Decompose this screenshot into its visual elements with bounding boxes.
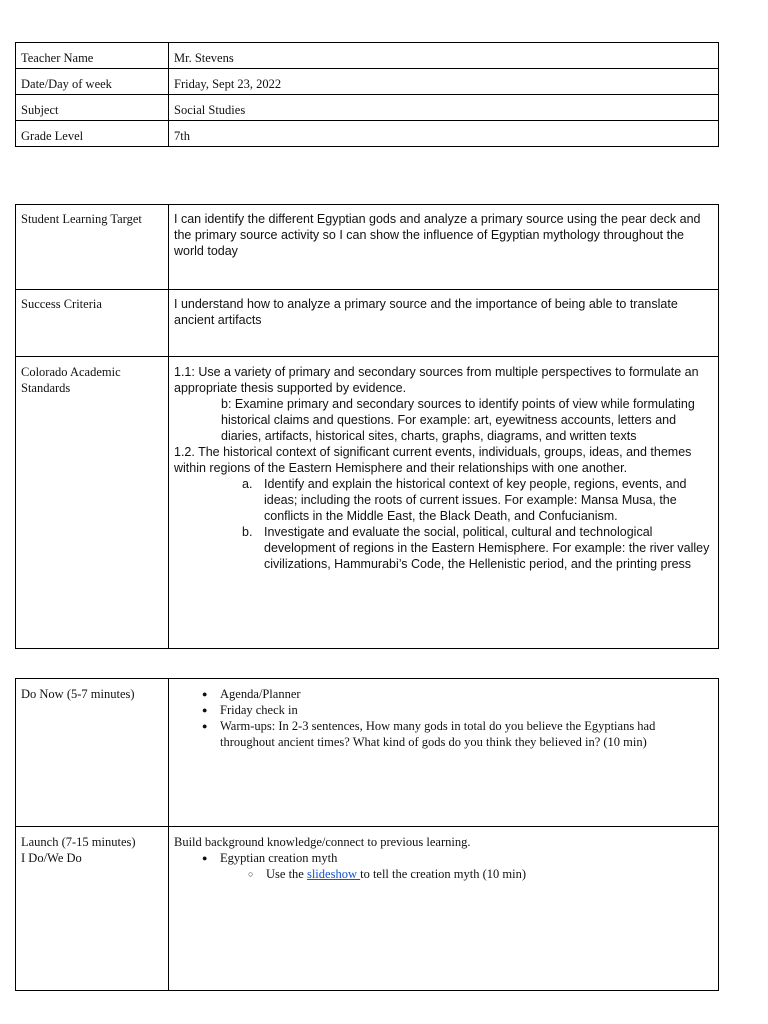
standards-label: Colorado Academic Standards: [16, 357, 169, 649]
date-label: Date/Day of week: [16, 69, 169, 95]
teacher-name-value: Mr. Stevens: [169, 43, 719, 69]
sub-text-after: to tell the creation myth (10 min): [360, 867, 527, 881]
list-item: [202, 850, 713, 882]
table-row: [16, 827, 719, 991]
standard-1-1-b: b: Examine primary and secondary sources to identify points of view while formulating historical claims and questions. For example: art, eyewitness accounts, letters and diaries, artifacts, historical sites, charts, graphs, diagrams, and written texts: [221, 397, 695, 443]
launch-content: [169, 827, 719, 991]
hollow-bullet-icon: ○: [248, 869, 254, 879]
do-now-label: Do Now (5-7 minutes): [16, 679, 169, 827]
grade-level-label: Grade Level: [16, 121, 169, 147]
standards-content: [169, 357, 719, 649]
do-now-list: [174, 686, 713, 750]
list-marker: b.: [242, 525, 253, 539]
learning-target-label: Student Learning Target: [16, 205, 169, 290]
standard-1-1: 1.1: Use a variety of primary and secondary sources from multiple perspectives to formulate an appropriate thesis supported by evidence.: [174, 365, 699, 395]
table-row: [16, 205, 719, 290]
success-criteria-label: Success Criteria: [16, 290, 169, 357]
do-now-content: [169, 679, 719, 827]
learning-target-text: I can identify the different Egyptian gods and analyze a primary source using the pear deck and the primary source activity so I can show the influence of Egyptian mythology throughout the world today: [169, 205, 719, 290]
bullet-icon: ●: [202, 689, 208, 699]
list-item-text: Warm-ups: In 2-3 sentences, How many gods in total do you believe the Egyptians had throughout ancient times? What kind of gods do you think they believed in? (10 min): [220, 719, 656, 749]
table-row: [16, 290, 719, 357]
table-row: [16, 357, 719, 649]
bullet-icon: ●: [202, 721, 208, 731]
launch-label: [16, 827, 169, 991]
table-row: [16, 69, 719, 95]
list-item: [202, 686, 713, 702]
launch-label-line-2: I Do/We Do: [21, 851, 82, 865]
sub-text-before: Use the: [266, 867, 307, 881]
list-item-text: Investigate and evaluate the social, political, cultural and technological development of regions in the Eastern Hemisphere. For example: the river valley civilizations, Hammurabi’s Code, the Hellenistic period, and the printing press: [264, 525, 710, 571]
slideshow-link[interactable]: slideshow: [306, 867, 361, 881]
info-table: [15, 42, 719, 147]
list-marker: a.: [242, 477, 253, 491]
list-item-text: Agenda/Planner: [220, 687, 301, 701]
list-item: [248, 866, 713, 882]
table-row: [16, 121, 719, 147]
standard-1-2-list: [174, 476, 713, 572]
launch-list: [174, 850, 713, 882]
bullet-icon: ●: [202, 853, 208, 863]
list-item: [202, 718, 713, 750]
launch-intro: Build background knowledge/connect to previous learning.: [174, 835, 471, 849]
standard-1-2: 1.2. The historical context of significant current events, individuals, groups, ideas, and themes within regions of the Eastern Hemisphere and their relationships with one another.: [174, 445, 692, 475]
subject-value: Social Studies: [169, 95, 719, 121]
subject-label: Subject: [16, 95, 169, 121]
list-item: [202, 702, 713, 718]
bullet-icon: ●: [202, 705, 208, 715]
launch-sub-list: [220, 866, 713, 882]
table-row: [16, 95, 719, 121]
date-value: Friday, Sept 23, 2022: [169, 69, 719, 95]
list-item-text: Identify and explain the historical context of key people, regions, events, and ideas; including the roots of current issues. For example: Mansa Musa, the conflicts in the Middle East, the Black Death, and Confucianism.: [264, 477, 687, 523]
list-item: [242, 524, 713, 572]
table-row: [16, 679, 719, 827]
lesson-table: [15, 678, 719, 991]
table-row: [16, 43, 719, 69]
launch-label-line-1: Launch (7-15 minutes): [21, 835, 136, 849]
list-item-text: Friday check in: [220, 703, 298, 717]
list-item: [242, 476, 713, 524]
teacher-name-label: Teacher Name: [16, 43, 169, 69]
learning-table: [15, 204, 719, 649]
grade-level-value: 7th: [169, 121, 719, 147]
success-criteria-text: I understand how to analyze a primary source and the importance of being able to translate ancient artifacts: [169, 290, 719, 357]
list-item-text: Egyptian creation myth: [220, 851, 338, 865]
